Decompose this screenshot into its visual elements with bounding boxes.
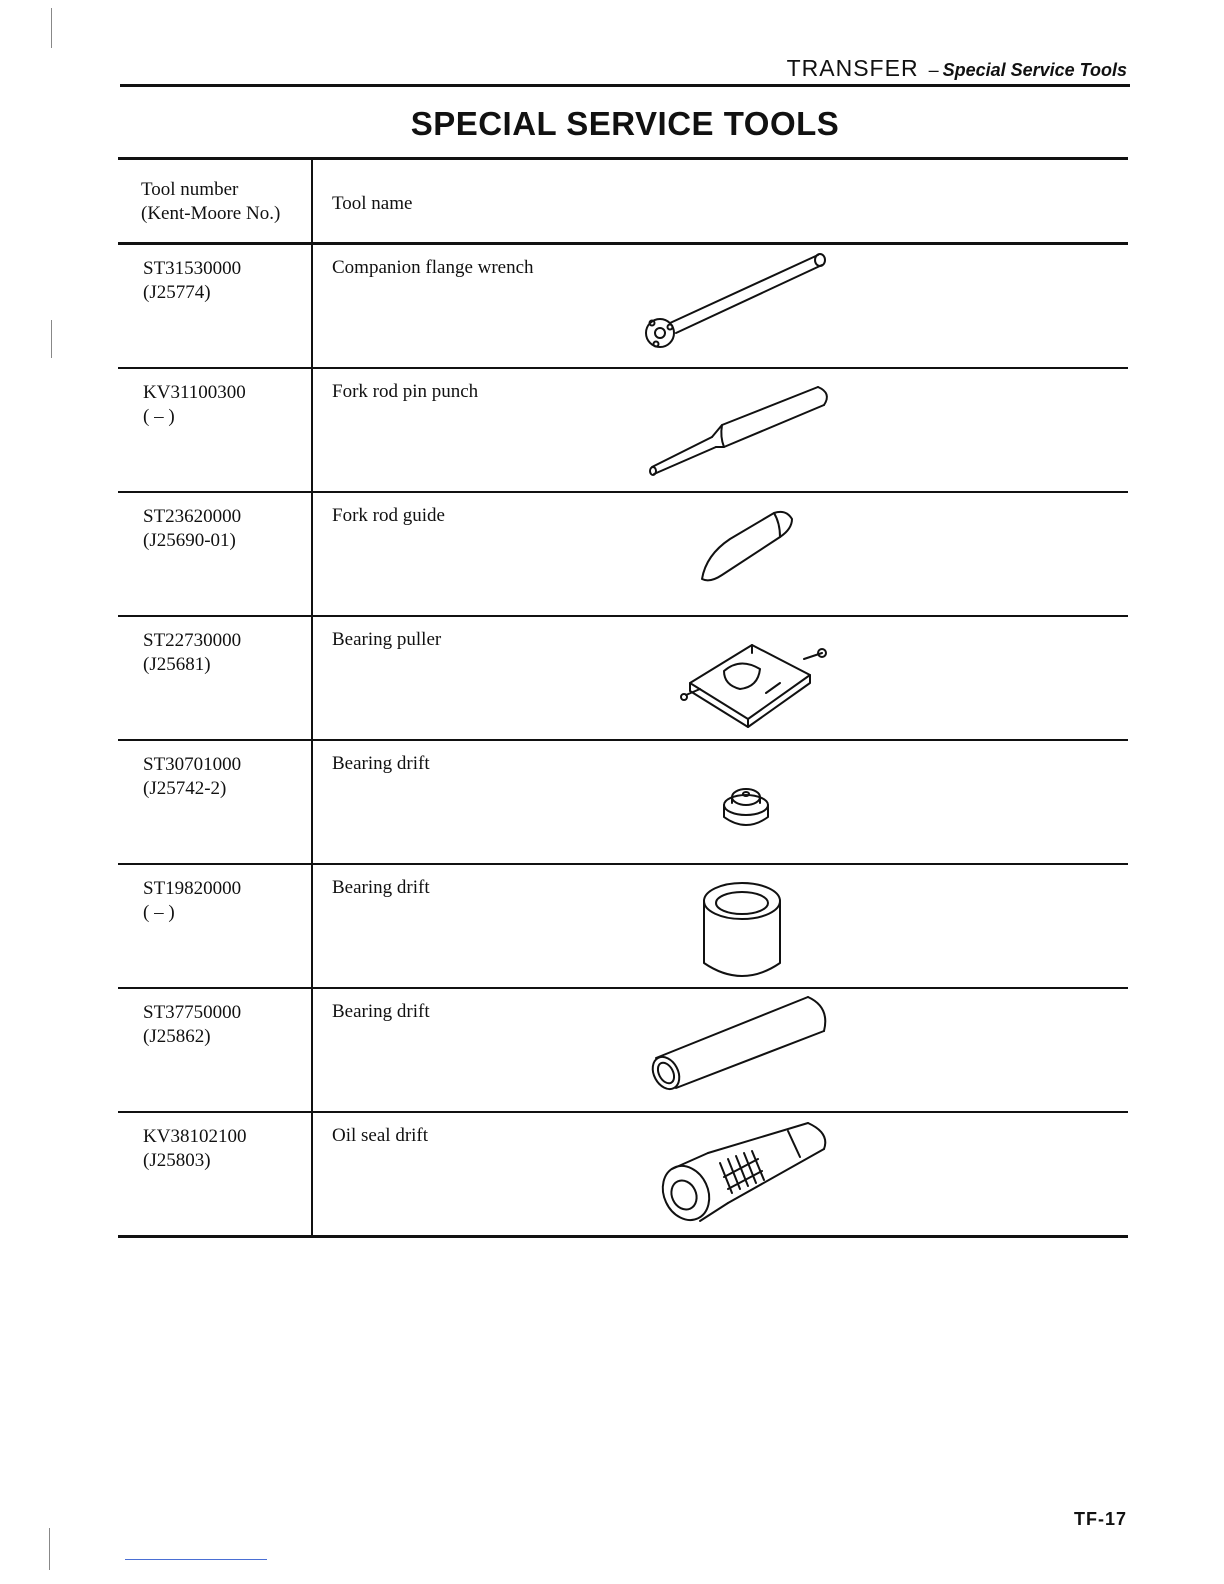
tool-number-cell (143, 505, 241, 553)
kent-moore-number: (J25742-2) (143, 778, 227, 799)
header-dash: – (928, 60, 939, 80)
kent-moore-number: (J25774) (143, 282, 211, 303)
pin-punch-icon (628, 375, 828, 485)
column-divider (311, 741, 313, 866)
column-divider (311, 617, 313, 742)
tool-number-cell (143, 1001, 241, 1049)
table-header (118, 157, 1128, 245)
bearing-drift-tube-icon (628, 995, 828, 1105)
tool-number: ST37750000 (143, 1002, 242, 1023)
tool-number: ST30701000 (143, 754, 242, 775)
kent-moore-number: ( – ) (143, 902, 175, 923)
column-divider (311, 1113, 313, 1238)
tools-table (118, 157, 1128, 1238)
column-divider (311, 369, 313, 494)
table-row (118, 617, 1128, 741)
header-tool-name: Tool name (332, 193, 413, 214)
tool-number: KV31100300 (143, 382, 246, 403)
column-divider (311, 160, 313, 245)
scan-artifact-mark (49, 1528, 50, 1570)
kent-moore-number: (J25681) (143, 654, 211, 675)
table-row (118, 741, 1128, 865)
tool-name: Bearing puller (332, 629, 442, 650)
table-row (118, 369, 1128, 493)
tool-name: Bearing drift (332, 753, 430, 774)
scan-artifact-mark (51, 8, 52, 48)
tool-number-cell (143, 381, 246, 429)
header-subsection: Special Service Tools (942, 60, 1127, 80)
column-divider (311, 989, 313, 1114)
table-row (118, 493, 1128, 617)
column-divider (311, 865, 313, 990)
tool-name: Companion flange wrench (332, 257, 534, 278)
fork-rod-guide-icon (628, 499, 828, 609)
tool-name: Fork rod guide (332, 505, 445, 526)
tool-name: Bearing drift (332, 877, 430, 898)
column-divider (311, 245, 313, 370)
tool-name: Oil seal drift (332, 1125, 429, 1146)
scan-artifact-line (125, 1559, 267, 1560)
scan-artifact-mark (51, 320, 52, 358)
header-kent-moore-label: (Kent-Moore No.) (141, 203, 281, 224)
header-section: TRANSFER (786, 55, 919, 81)
tool-number: ST19820000 (143, 878, 242, 899)
tool-number-cell (143, 753, 241, 801)
kent-moore-number: (J25803) (143, 1150, 211, 1171)
tool-number: ST31530000 (143, 258, 242, 279)
header-rule (120, 84, 1130, 87)
tool-name: Bearing drift (332, 1001, 430, 1022)
table-row (118, 245, 1128, 369)
tool-number: KV38102100 (143, 1126, 247, 1147)
kent-moore-number: (J25690-01) (143, 530, 236, 551)
bearing-drift-cylinder-icon (628, 871, 828, 981)
bearing-puller-icon (628, 623, 828, 733)
kent-moore-number: ( – ) (143, 406, 175, 427)
tool-number-cell (143, 629, 241, 677)
tool-number-cell (143, 1125, 246, 1173)
column-divider (311, 493, 313, 618)
tool-number-cell (143, 257, 241, 305)
page-title: SPECIAL SERVICE TOOLS (410, 105, 840, 142)
companion-flange-wrench-icon (628, 251, 828, 361)
table-row (118, 1113, 1128, 1238)
tool-number: ST23620000 (143, 506, 242, 527)
table-row (118, 989, 1128, 1113)
oil-seal-drift-icon (628, 1119, 828, 1229)
running-header (787, 55, 1127, 82)
header-tool-number (141, 178, 280, 226)
tool-number: ST22730000 (143, 630, 242, 651)
header-tool-number-label: Tool number (141, 179, 239, 200)
kent-moore-number: (J25862) (143, 1026, 211, 1047)
page-number: TF-17 (1073, 1509, 1127, 1529)
tool-name: Fork rod pin punch (332, 381, 479, 402)
bearing-drift-small-icon (628, 747, 828, 857)
table-row (118, 865, 1128, 989)
tool-number-cell (143, 877, 241, 925)
